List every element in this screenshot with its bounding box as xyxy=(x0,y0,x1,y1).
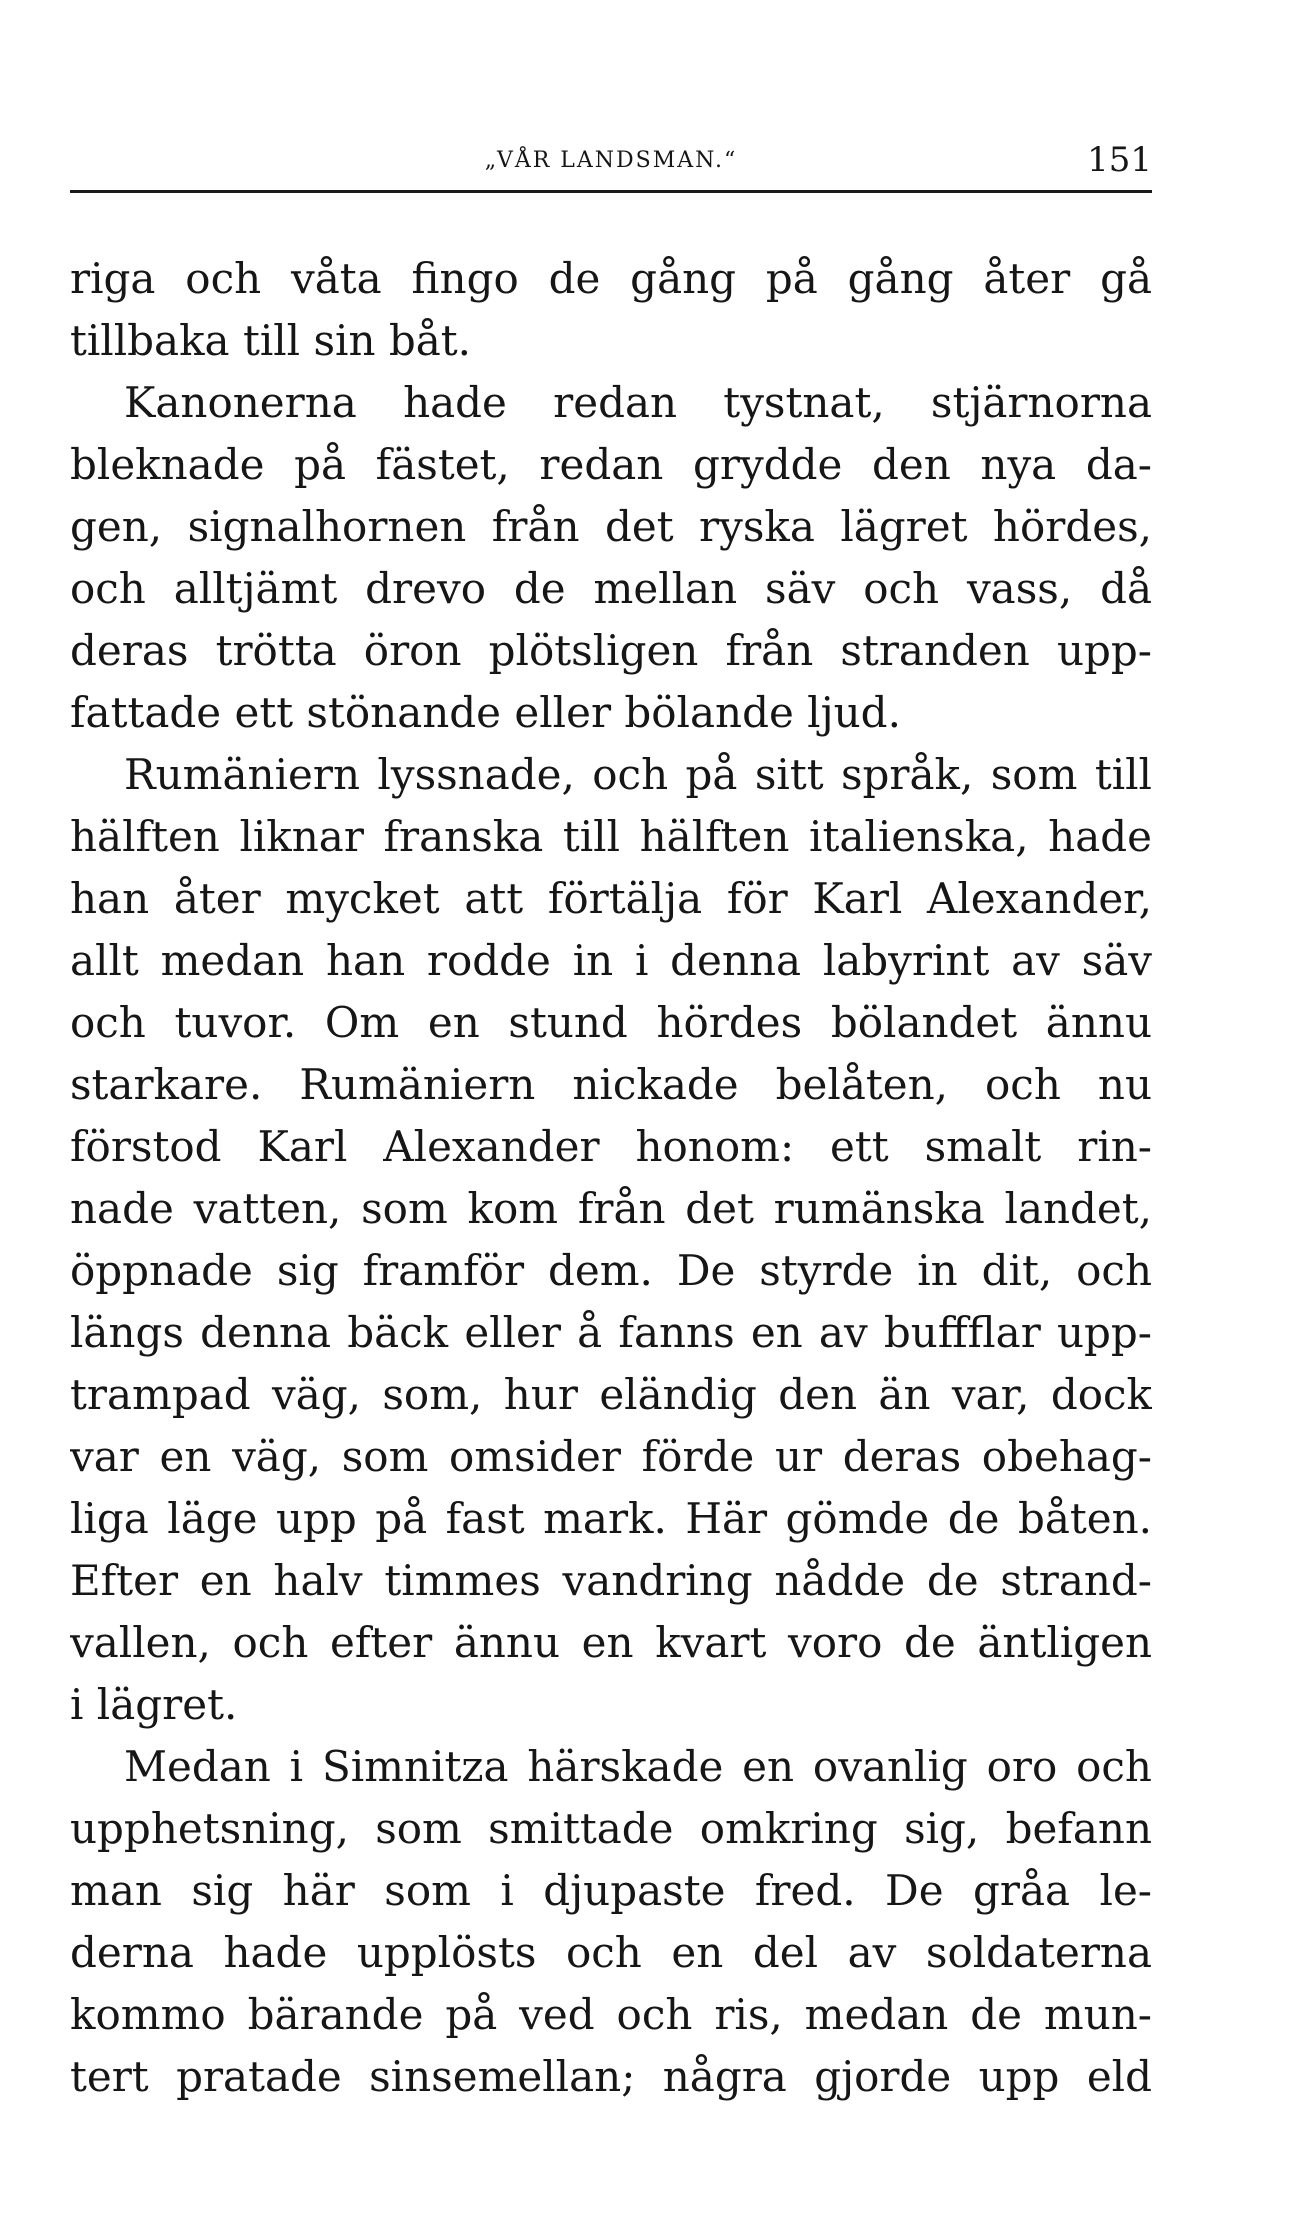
text-line: och alltjämt drevo de mellan säv och vass, då xyxy=(70,564,1152,613)
text-line: starkare. Rumäniern nickade belåten, och nu xyxy=(70,1060,1152,1109)
text-line: Medan i Simnitza härskade en ovanlig oro och xyxy=(124,1742,1152,1791)
text-line: liga läge upp på fast mark. Här gömde de båten. xyxy=(70,1494,1152,1543)
text-line: kommo bärande på ved och ris, medan de mun- xyxy=(70,1990,1152,2039)
text-line: han åter mycket att förtälja för Karl Alexander, xyxy=(70,874,1152,923)
text-line: riga och våta fingo de gång på gång åter gå xyxy=(70,254,1152,303)
text-line: hälften liknar franska till hälften italienska, hade xyxy=(70,812,1152,861)
text-line: bleknade på fästet, redan grydde den nya da- xyxy=(70,440,1152,489)
text-line: tert pratade sinsemellan; några gjorde upp eld xyxy=(70,2052,1152,2101)
text-line: deras trötta öron plötsligen från stranden upp- xyxy=(70,626,1152,675)
text-line: allt medan han rodde in i denna labyrint av säv xyxy=(70,936,1152,985)
text-line: trampad väg, som, hur eländig den än var, dock xyxy=(70,1370,1152,1419)
text-line: Kanonerna hade redan tystnat, stjärnorna xyxy=(124,378,1152,427)
running-head xyxy=(70,136,1152,186)
page-number: 151 xyxy=(1087,140,1152,180)
text-line: i lägret. xyxy=(70,1680,238,1729)
text-line: derna hade upplösts och en del av soldaterna xyxy=(70,1928,1152,1977)
text-line: gen, signalhornen från det ryska lägret hördes, xyxy=(70,502,1152,551)
text-line: man sig här som i djupaste fred. De gråa le- xyxy=(70,1866,1152,1915)
text-line: nade vatten, som kom från det rumänska landet, xyxy=(70,1184,1152,1233)
body-text xyxy=(70,248,1152,2108)
text-line: öppnade sig framför dem. De styrde in dit, och xyxy=(70,1246,1152,1295)
text-line: upphetsning, som smittade omkring sig, befann xyxy=(70,1804,1152,1853)
text-line: var en väg, som omsider förde ur deras obehag- xyxy=(70,1432,1152,1481)
text-line: vallen, och efter ännu en kvart voro de äntligen xyxy=(70,1618,1152,1667)
text-line: förstod Karl Alexander honom: ett smalt rin- xyxy=(70,1122,1152,1171)
text-line: fattade ett stönande eller bölande ljud. xyxy=(70,688,901,737)
text-line: Efter en halv timmes vandring nådde de strand- xyxy=(70,1556,1152,1605)
header-rule xyxy=(70,190,1152,193)
text-line: Rumäniern lyssnade, och på sitt språk, som till xyxy=(124,750,1152,799)
text-line: längs denna bäck eller å fanns en av buffflar upp- xyxy=(70,1308,1152,1357)
running-title: „VÅR LANDSMAN.“ xyxy=(484,148,738,173)
text-line: och tuvor. Om en stund hördes bölandet ännu xyxy=(70,998,1152,1047)
text-line: tillbaka till sin båt. xyxy=(70,316,472,365)
